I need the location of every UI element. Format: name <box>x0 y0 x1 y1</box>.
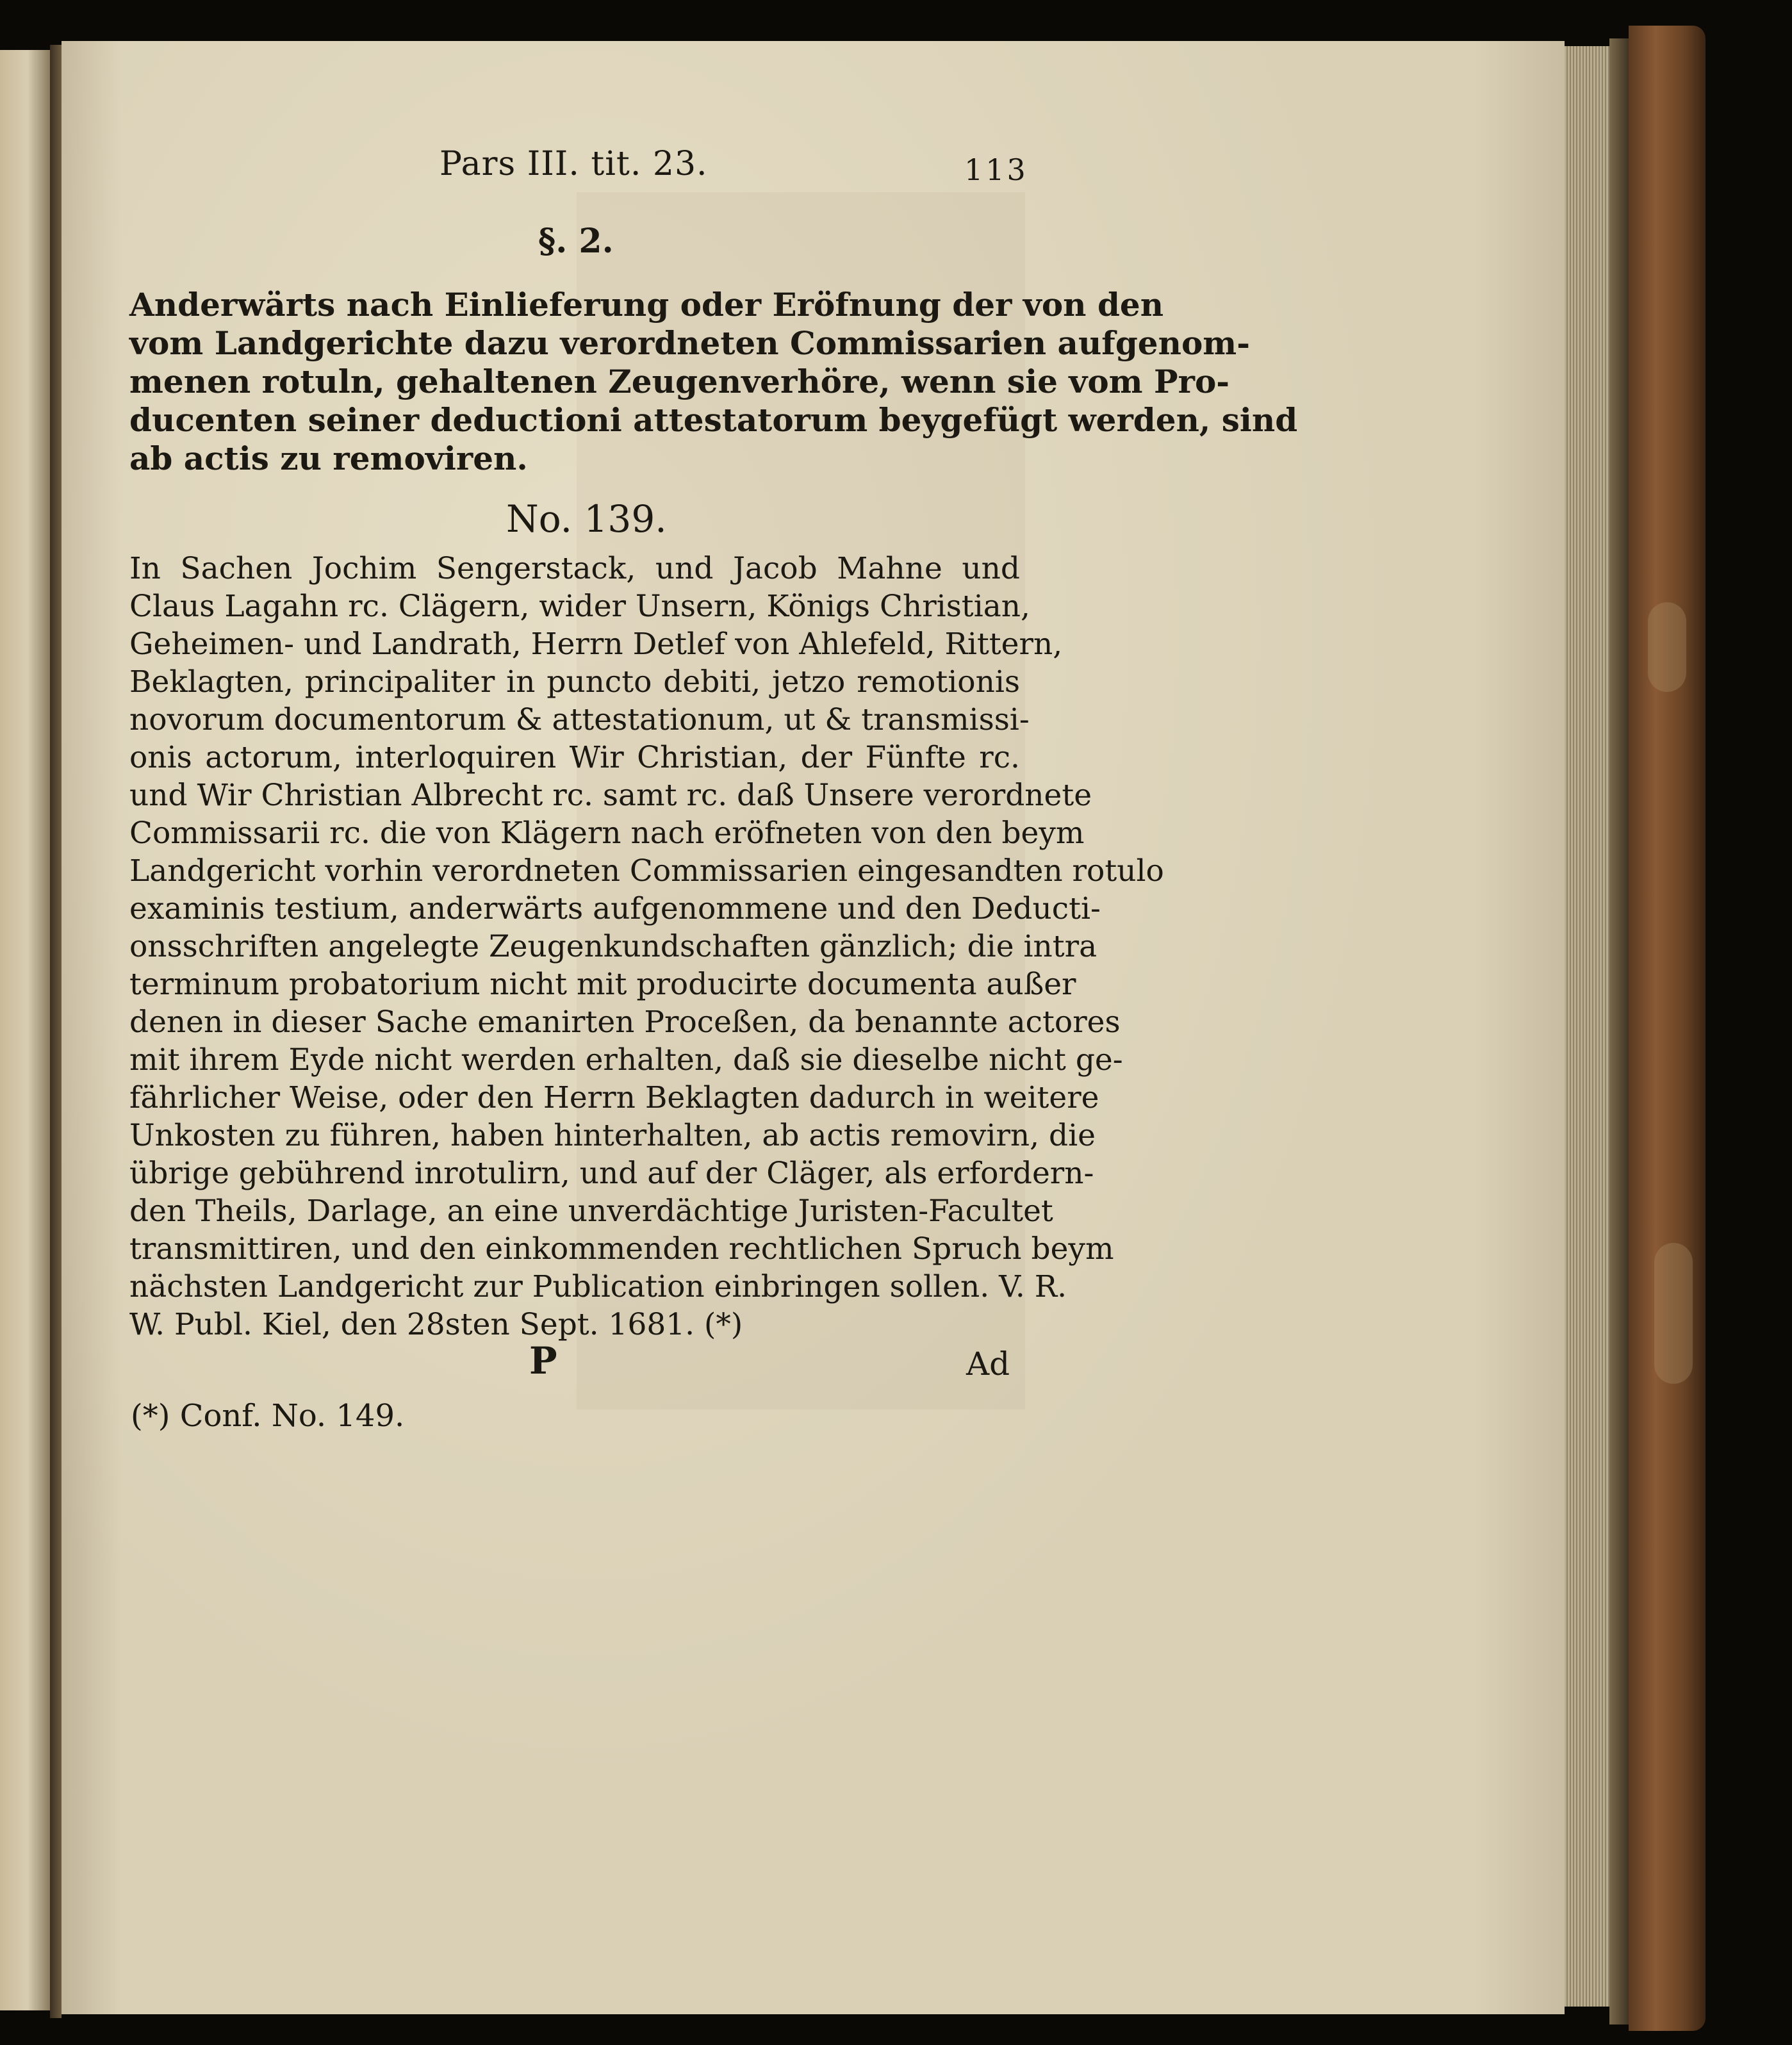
leather-cover <box>1629 26 1706 2031</box>
body-line: onis actorum, interloquiren Wir Christian, der Fünfte rc. <box>129 740 1020 775</box>
body-line: transmittiren, und den einkommenden rechtlichen Spruch beym <box>129 1231 1114 1267</box>
cover-wear-spot <box>1648 602 1686 692</box>
summary-line: ducenten seiner deductioni attestatorum beygefügt werden, sind <box>129 401 1298 439</box>
body-line: den Theils, Darlage, an eine unverdächtige Juristen-Facultet <box>129 1194 1053 1229</box>
left-page-edge <box>0 50 50 2010</box>
body-line: Geheimen- und Landrath, Herrn Detlef von Ahlefeld, Rittern, <box>129 627 1063 662</box>
body-line: novorum documentorum & attestationum, ut & transmissi- <box>129 702 1030 737</box>
body-line: Commissarii rc. die von Klägern nach eröfneten von den beym <box>129 816 1085 851</box>
summary-paragraph <box>129 286 1298 478</box>
footnote: (*) Conf. No. 149. <box>131 1398 405 1434</box>
page-block-shadow <box>1609 38 1629 2024</box>
book-gutter <box>50 45 62 2018</box>
body-line: mit ihrem Eyde nicht werden erhalten, daß sie dieselbe nicht ge- <box>129 1042 1123 1078</box>
body-paragraph <box>129 550 1164 1343</box>
summary-line: menen rotuln, gehaltenen Zeugenverhöre, wenn sie vom Pro- <box>129 363 1230 400</box>
summary-line: ab actis zu removiren. <box>129 439 528 477</box>
body-line: terminum probatorium nicht mit producirte documenta außer <box>129 967 1076 1002</box>
section-mark: §. 2. <box>538 222 614 261</box>
body-line: Beklagten, principaliter in puncto debiti, jetzo remotionis <box>129 664 1020 700</box>
body-line: In Sachen Jochim Sengerstack, und Jacob Mahne und <box>129 551 1020 586</box>
summary-line: vom Landgerichte dazu verordneten Commissarien aufgenom- <box>129 324 1250 362</box>
cover-wear-spot <box>1654 1243 1693 1384</box>
body-line: examinis testium, anderwärts aufgenommene und den Deducti- <box>129 891 1101 926</box>
body-line: nächsten Landgericht zur Publication einbringen sollen. V. R. <box>129 1269 1067 1304</box>
page-number: 113 <box>964 152 1028 187</box>
page-block-edge <box>1565 46 1609 2007</box>
body-line: Unkosten zu führen, haben hinterhalten, ab actis removirn, die <box>129 1118 1096 1153</box>
running-head: Pars III. tit. 23. <box>440 145 708 183</box>
body-line: Landgericht vorhin verordneten Commissarien eingesandten rotulo <box>129 853 1164 889</box>
body-line: Claus Lagahn rc. Clägern, wider Unsern, Königs Christian, <box>129 589 1030 624</box>
body-line: W. Publ. Kiel, den 28sten Sept. 1681. (*) <box>129 1307 743 1342</box>
body-line: fährlicher Weise, oder den Herrn Beklagten dadurch in weitere <box>129 1080 1099 1115</box>
catchword: Ad <box>966 1345 1010 1383</box>
body-line: und Wir Christian Albrecht rc. samt rc. daß Unsere verordnete <box>129 778 1092 813</box>
summary-line: Anderwärts nach Einlieferung oder Eröfnung der von den <box>129 286 1164 324</box>
body-line: onsschriften angelegte Zeugenkundschaften gänzlich; die intra <box>129 929 1097 964</box>
body-line: übrige gebührend inrotulirn, und auf der Cläger, als erfordern- <box>129 1156 1094 1191</box>
body-line: denen in dieser Sache emanirten Proceßen, da benannte actores <box>129 1005 1121 1040</box>
signature-mark: P <box>529 1339 557 1383</box>
number-heading: No. 139. <box>506 497 667 541</box>
